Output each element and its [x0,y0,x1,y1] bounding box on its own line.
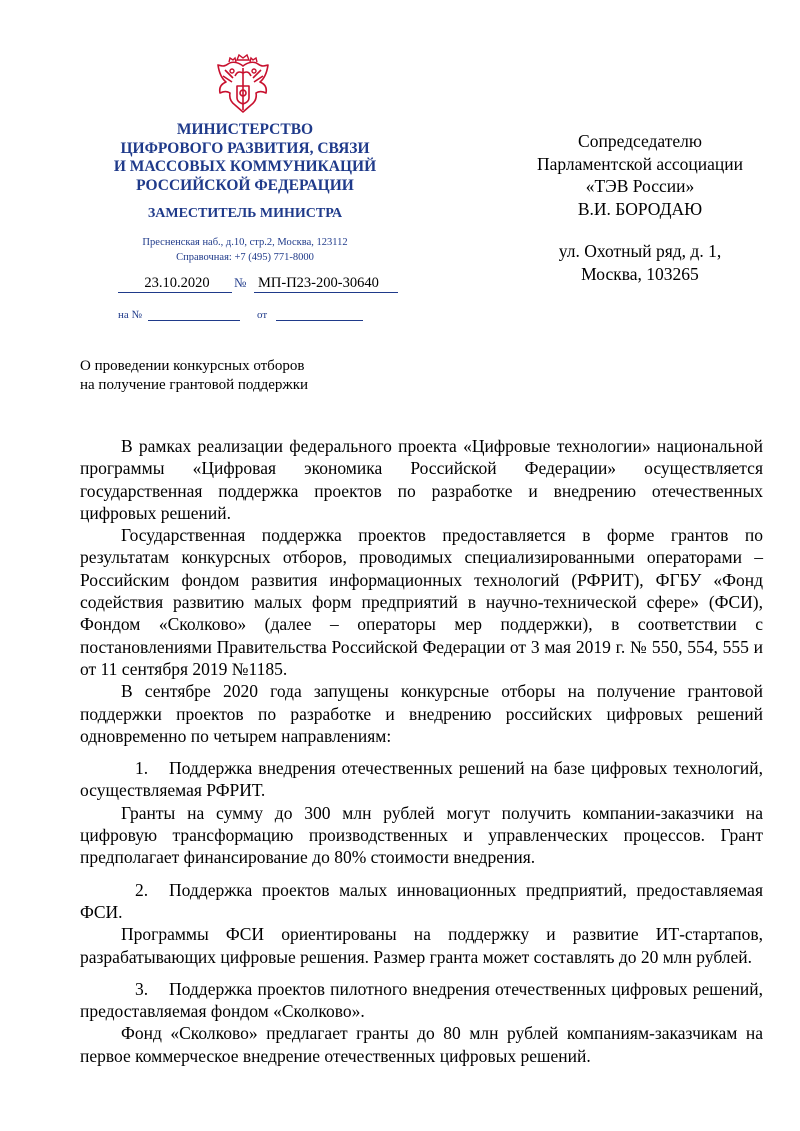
recipient-address-line: Москва, 103265 [581,263,699,284]
recipient-block [480,130,800,285]
number-sign: № [234,275,247,290]
ministry-name [95,121,395,195]
reply-date-blank [276,320,363,321]
recipient-name: В.И. БОРОДАЮ [577,198,703,219]
reply-to-line [118,309,363,323]
body-paragraph: В рамках реализации федерального проекта «Цифровые технологии» национальной программы «Цифровая экономика Российской Федерации» осуществляется государственная поддержка проектов по разработке и внедрению отечественных цифровых решений. [80,436,763,523]
list-item-text: Поддержка проектов малых инновационных предприятий, предоставляемая ФСИ. [80,879,763,922]
subject-line: на получение грантовой поддержки [80,377,309,393]
ministry-address [95,235,395,265]
body-paragraph: В сентябре 2020 года запущены конкурсные отборы на получение грантовой поддержки проектов по разработке и внедрению российских цифровых решений одновременно по четырем направлениям: [80,681,763,746]
list-item [80,757,763,802]
list-item-number: 2. [135,879,149,900]
list-item-detail: Гранты на сумму до 300 млн рублей могут получить компании-заказчики на цифровую трансформацию производственных и управленческих процессов. Грант предполагает финансирование до 80% стоимости внедрения. [80,802,763,868]
coat-of-arms-icon [213,52,273,118]
ministry-line: ЦИФРОВОГО РАЗВИТИЯ, СВЯЗИ [120,139,370,157]
phone-line: Справочная: +7 (495) 771-8000 [176,252,314,263]
recipient-line: Сопредседателю [578,131,702,151]
reply-number-blank [148,320,240,321]
from-label: от [257,309,268,321]
recipient-line: «ТЭВ России» [585,176,695,196]
reply-to-label: на № [118,309,143,321]
recipient-spacer [480,220,800,240]
ministry-line: РОССИЙСКОЙ ФЕДЕРАЦИИ [136,176,354,194]
deputy-minister-title: ЗАМЕСТИТЕЛЬ МИНИСТРА [147,206,343,221]
list-item-detail: Программы ФСИ ориентированы на поддержку и развитие ИТ-стартапов, разрабатывающих цифровые решения. Размер гранта может составлять до 20 млн рублей. [80,924,763,967]
ministry-line: МИНИСТЕРСТВО [176,121,314,138]
list-item [80,879,763,924]
subject-line: О проведении конкурсных отборов [80,358,305,374]
list-item-number: 1. [135,758,149,779]
letter-subject [80,357,380,395]
list-item-detail: Фонд «Сколково» предлагает гранты до 80 млн рублей компаниям-заказчикам на первое коммерческое внедрение отечественных цифровых решений. [80,1023,763,1066]
recipient-line: Парламентской ассоциации [536,153,743,174]
letter-body [80,435,763,1067]
registration-line [118,275,398,295]
ministry-line: И МАССОВЫХ КОММУНИКАЦИЙ [113,158,377,175]
recipient-address-line: ул. Охотный ряд, д. 1, [558,241,722,261]
list-item-text: Поддержка проектов пилотного внедрения отечественных цифровых решений, предоставляемая фондом «Сколково». [80,978,763,1022]
list-item-text: Поддержка внедрения отечественных решений на базе цифровых технологий, осуществляемая РФРИТ. [80,758,763,801]
body-paragraph: Государственная поддержка проектов предоставляется в форме грантов по результатам конкурсных отборов, проводимых специализированными операторами – Российским фондом развития информационных технологий (РФРИТ), ФГБУ «Фонд содействия развитию малых форм предприятий в научно-технической сфере» (ФСИ), Фондом «Сколково» (далее – операторы мер поддержки), в соответствии с постановлениями Правительства Российской Федерации от 3 мая 2019 г. № 550, 554, 555 и от 11 сентября 2019 №1185. [80,525,763,679]
list-item [80,978,763,1023]
letter-number: МП-П23-200-30640 [254,275,398,293]
address-line: Пресненская наб., д.10, стр.2, Москва, 123112 [142,237,348,248]
list-item-number: 3. [135,978,149,999]
letter-date: 23.10.2020 [118,275,232,293]
